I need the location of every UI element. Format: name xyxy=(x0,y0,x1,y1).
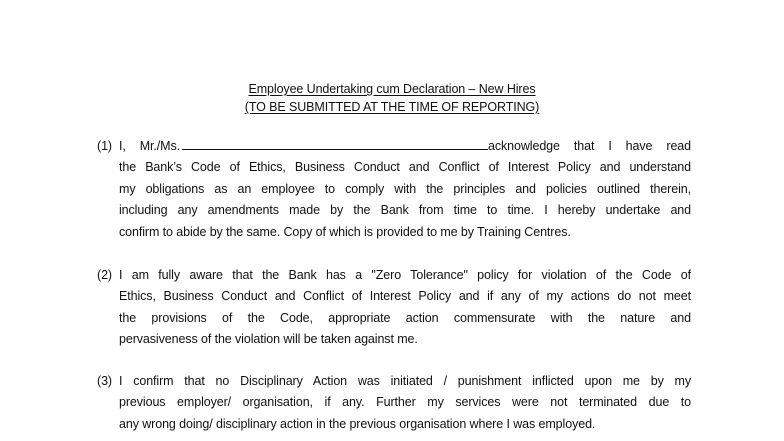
clause-line: I am fully aware that the Bank has a "Zero Tolerance" policy for violation of the Code of xyxy=(119,268,691,282)
clause-line: I confirm that no Disciplinary Action was initiated / punishment inflicted upon me by my xyxy=(119,374,691,388)
clause-line: confirm to abide by the same. Copy of which is provided to me by Training Centres. xyxy=(119,224,571,239)
clause-line: any wrong doing/ disciplinary action in the previous organisation where I was employed. xyxy=(119,416,596,431)
clause-body xyxy=(119,371,691,435)
clause-line: the provisions of the Code, appropriate action commensurate with the nature and xyxy=(119,310,691,325)
clause-line: pervasiveness of the violation will be taken against me. xyxy=(119,332,418,347)
document-subtitle: (TO BE SUBMITTED AT THE TIME OF REPORTING) xyxy=(244,100,540,114)
clause-line xyxy=(119,136,691,157)
clause-line: previous employer/ organisation, if any. Further my services were not terminated due to xyxy=(119,395,691,410)
clause-number: (3) xyxy=(97,374,112,388)
acknowledge-text: acknowledge that I have read xyxy=(488,139,691,153)
clause-line: my obligations as an employee to comply with the principles and policies outlined therein, xyxy=(119,181,691,196)
clause-3 xyxy=(97,371,691,435)
document-title: Employee Undertaking cum Declaration – New Hires xyxy=(248,82,536,96)
title-block xyxy=(0,80,784,116)
clause-number: (2) xyxy=(97,268,112,282)
name-prefix: I, Mr./Ms. xyxy=(119,139,181,153)
clause-line: including any amendments made by the Bank from time to time. I hereby undertake and xyxy=(119,203,691,218)
clause-body xyxy=(119,265,691,351)
clause-line: Ethics, Business Conduct and Conflict of Interest Policy and if any of my actions do not meet xyxy=(119,289,691,304)
clause-number: (1) xyxy=(97,139,112,153)
clause-line: the Bank’s Code of Ethics, Business Conduct and Conflict of Interest Policy and understand xyxy=(119,160,691,175)
clause-body xyxy=(119,136,691,243)
clause-1 xyxy=(97,136,691,243)
clause-2 xyxy=(97,265,691,351)
name-blank-field[interactable] xyxy=(182,138,488,150)
